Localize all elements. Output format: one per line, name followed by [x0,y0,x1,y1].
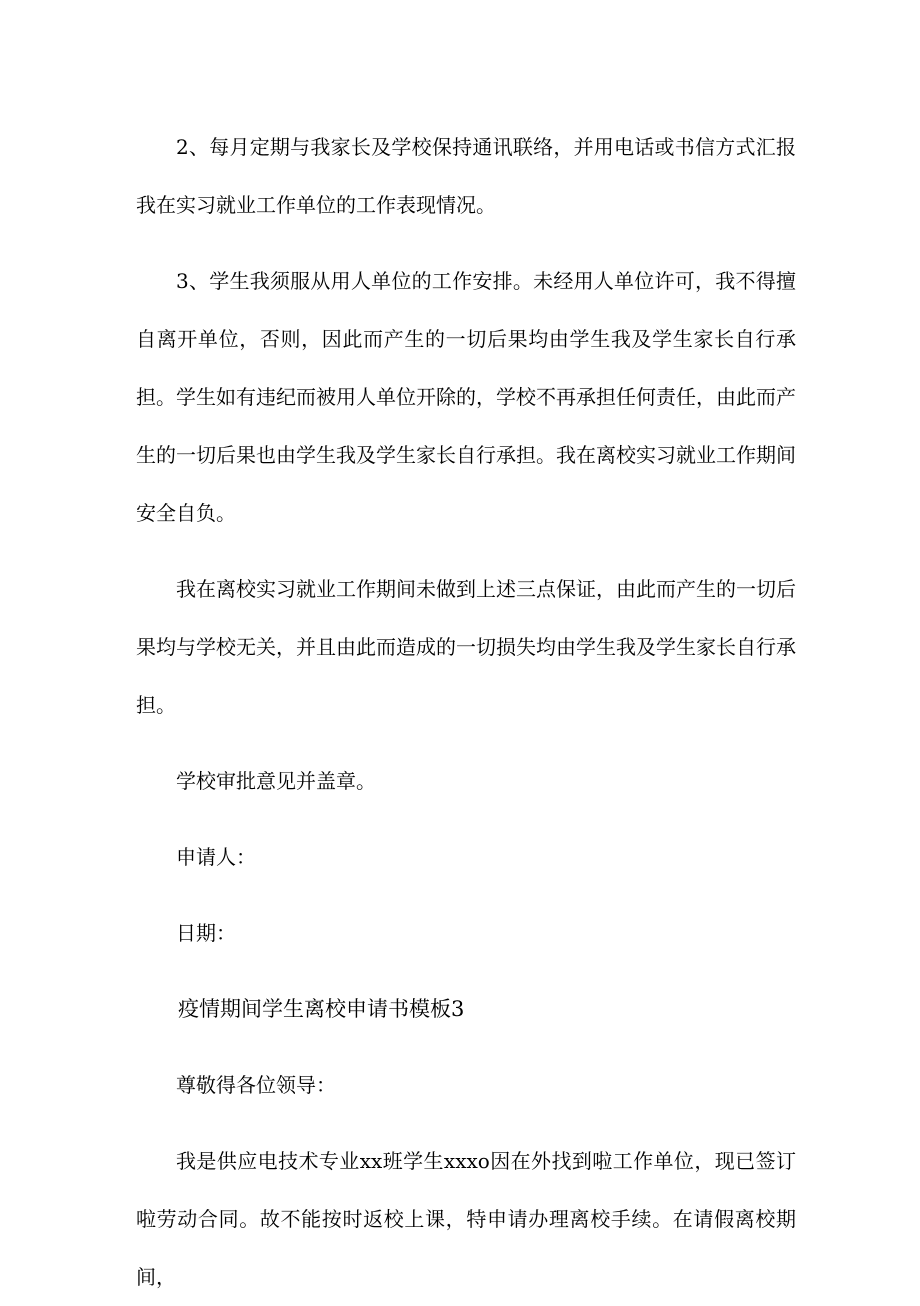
paragraph-item-2: 2、每月定期与我家长及学校保持通讯联络，并用电话或书信方式汇报我在实习就业工作单位的工作表现情况。 [136,135,796,217]
date-label: 日期： [176,921,236,945]
salutation: 尊敬得各位领导： [176,1073,336,1097]
template-title: 疫情期间学生离校申请书模板3 [178,997,465,1021]
paragraph-item-3: 3、学生我须服从用人单位的工作安排。未经用人单位许可，我不得擅自离开单位，否则，因此而产生的一切后果均由学生我及学生家长自行承担。学生如有违纪而被用人单位开除的，学校不再承担任何责任，由此而产生的一切后果也由学生我及学生家长自行承担。我在离校实习就业工作期间安全自负。 [136,269,796,525]
document-body [136,118,796,1306]
school-approval-line: 学校审批意见并盖章。 [176,769,376,793]
paragraph-intro: 我是供应电技术专业xx班学生xxxo因在外找到啦工作单位，现已签订啦劳动合同。故不能按时返校上课，特申请办理离校手续。在请假离校期间， [136,1149,796,1289]
paragraph-guarantee: 我在离校实习就业工作期间未做到上述三点保证，由此而产生的一切后果均与学校无关，并且由此而造成的一切损失均由学生我及学生家长自行承担。 [136,577,796,717]
applicant-label: 申请人： [176,845,256,869]
